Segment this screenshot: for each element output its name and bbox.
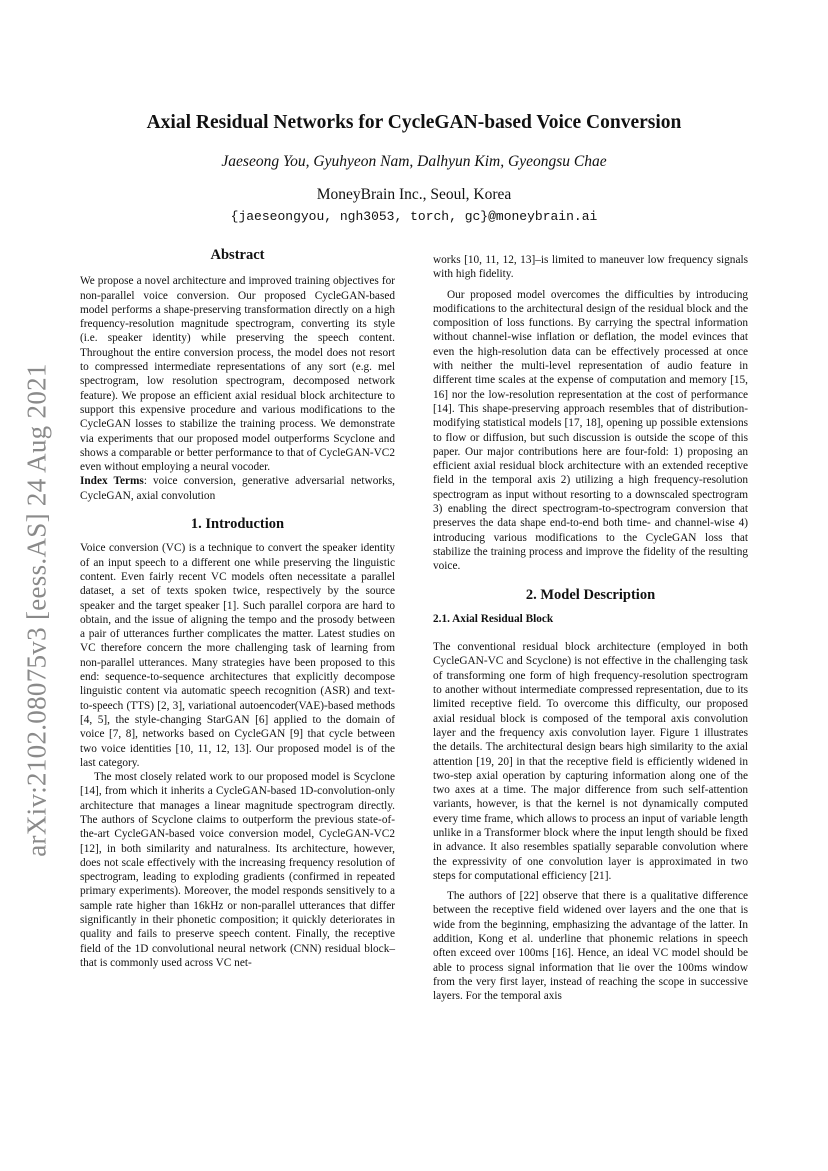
intro-paragraph-2: The most closely related work to our proposed model is Scyclone [14], from which it inherits a CycleGAN-based 1D-convolution-only architecture that manages a linear magnitude spectrogram directly. The authors of Scyclone claims to outperform the previous state-of-the-art CycleGAN-based voice conversion model, CycleGAN-VC2 [12], in both similarity and naturalness. Its architecture, however, does not scale effectively with the increasing frequency resolution of spectrogram, leading to exploding gradients (confirmed in repeated primary experiments). Moreover, the model responds sensitively to a sample rate higher than 16kHz or non-parallel utterances that differ significantly in their phonetic composition; it quickly deteriorates in quality and fails to preserve speech content. Finally, the receptive field of the 1D convolutional neural network (CNN) residual block–that is commonly used across VC net- <box>80 771 395 969</box>
arxiv-identifier[interactable]: arXiv:2102.08075v3 [eess.AS] 24 Aug 2021 <box>21 363 52 857</box>
index-terms-text: : voice conversion, generative adversarial networks, CycleGAN, axial convolution <box>80 475 395 502</box>
introduction-heading: 1. Introduction <box>190 516 285 533</box>
affiliation: MoneyBrain Inc., Seoul, Korea <box>316 186 512 203</box>
intro-paragraph-1: Voice conversion (VC) is a technique to convert the speaker identity of an input speech to a different one while preserving the linguistic content. Even fairly recent VC models often necessitate a parallel dataset, a set of texts spoken twice, respectively by the source speaker and the target speaker [1]. Such parallel corpora are hard to obtain, and the issue of aligning the tempo and the prosody between a pair of utterances further complicates the matter. Latest studies on VC therefore concern the more challenging task of learning from non-parallel utterances. Many strategies have been proposed to this end: sequence-to-sequence architectures that explicitly decompose linguistic content via automatic speech recognition (ASR) and text-to-speech (TTS) [2, 3], variational autoencoder(VAE)-based methods [4, 5], the style-changing StarGAN [6] applied to the domain of voice [7, 8], networks based on CycleGAN [9] that cycle between two voice identities [10, 11, 12, 13]. Our proposed model is of the last category. <box>80 542 395 769</box>
author-list: Jaeseong You, Gyuhyeon Nam, Dalhyun Kim, Gyeongsu Chae <box>221 153 607 170</box>
arxiv-sidebar <box>12 350 62 870</box>
email-addresses: {jaeseongyou, ngh3053, torch, gc}@moneybrain.ai <box>230 209 598 224</box>
model-description-heading: 2. Model Description <box>525 586 656 603</box>
index-terms-label: Index Terms <box>80 475 144 488</box>
intro-paragraph-3: works [10, 11, 12, 13]–is limited to maneuver low frequency signals with high fidelity. <box>433 254 748 281</box>
intro-paragraph-4: Our proposed model overcomes the difficulties by introducing modifications to the architectural design of the residual block and the composition of loss functions. By carrying the spectral information without channel-wise inflation or deflation, the model evinces that even the high-resolution data can be effectively processed at once with neither the multi-level representation of audio feature in different time scales at the expense of computation and memory [15, 16] nor the low-resolution representation at the cost of performance [14]. This shape-preserving approach resembles that of distribution-modifying statistical models [17, 18], opening up possible extensions to flow or diffusion, but such discussion is outside the scope of this paper. Our major contributions here are four-fold: 1) proposing an efficient axial residual block architecture with an extended receptive field in the temporal axis 2) utilizing a high frequency-resolution spectrogram as input without resorting to a downscaled spectrogram 3) enabling the direct spectrogram-to-spectrogram conversion that preserves the data shape end-to-end both time- and channel-wise 4) introducing various modifications to the CycleGAN loss that stabilize the training process and improve the fidelity of the resulting voice. <box>433 288 748 573</box>
abstract-heading: Abstract <box>210 247 265 263</box>
abstract-body: We propose a novel architecture and improved training objectives for non-parallel voice conversion. Our proposed CycleGAN-based model performs a shape-preserving transformation directly on a high frequency-resolution magnitude spectrogram, converting its style (i.e. speaker identity) while preserving the speech content. Throughout the entire conversion process, the model does not resort to compressed intermediate representations of any sort (e.g. mel spectrogram, low resolution spectrogram, decomposed network feature). We propose an efficient axial residual block architecture to support this expensive procedure and various modifications to the CycleGAN losses to stabilize the training process. We demonstrate via experiments that our proposed model outperforms Scyclone and shows a comparable or better performance to that of CycleGAN-VC2 even without employing a neural vocoder. <box>80 275 395 474</box>
index-terms <box>80 474 395 503</box>
right-column <box>433 253 748 1004</box>
left-column <box>80 248 395 970</box>
paper-title: Axial Residual Networks for CycleGAN-based Voice Conversion <box>146 112 682 133</box>
model-paragraph-1: The conventional residual block architecture (employed in both CycleGAN-VC and Scyclone) is not effective in the challenging task of transforming one form of high frequency-resolution spectrogram to another without intermediate compressed representation, due to its limited receptive field. To overcome this difficulty, our proposed axial residual block is composed of the temporal axis convolution layer and the frequency axis convolution layer. Figure 1 illustrates the details. The architectural design bears high similarity to the axial attention [19, 20] in that the receptive field is efficiently widened in two-step axial operation by capturing information along one of the two axes at a time. The major difference from such self-attention variants, however, is that the kernel is not dynamically computed every time frame, which allows to process an input of variable length unlike in a Transformer block where the input length should be fixed in advance. It also resembles spatially separable convolution where the expressivity of one convolution layer is approximated in two steps for computational efficiency [21]. <box>433 641 748 882</box>
axial-residual-block-heading: 2.1. Axial Residual Block <box>433 612 554 625</box>
model-paragraph-2: The authors of [22] observe that there is a qualitative difference between the receptive field widened over layers and the one that is wide from the beginning, emphasizing the advantage of the latter. In addition, Kong et al. underline that phonemic relations in speech often exceed over 100ms [16]. Hence, an ideal VC model should be able to process signal information that lie over the 100ms window from the very first layer, instead of reaching the scope in successive layers. For the temporal axis <box>433 890 748 1003</box>
